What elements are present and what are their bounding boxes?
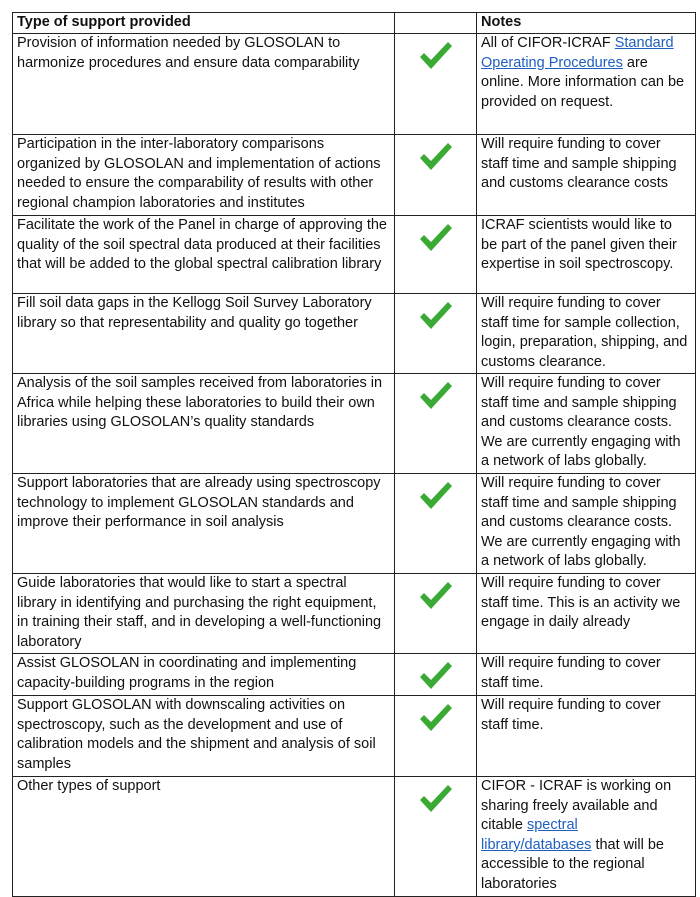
table-body (13, 34, 696, 897)
table-row (13, 135, 696, 216)
check-cell (395, 777, 477, 897)
table-row (13, 474, 696, 574)
notes-cell: Will require funding to cover staff time and sample shipping and customs clearance costs. We are currently engaging with a network of labs globally. (477, 474, 696, 574)
notes-cell: Will require funding to cover staff time. (477, 654, 696, 696)
notes-cell: Will require funding to cover staff time and sample shipping and customs clearance costs. We are currently engaging with a network of labs globally. (477, 374, 696, 474)
notes-cell: Will require funding to cover staff time. This is an activity we engage in daily already (477, 574, 696, 654)
support-type-cell: Assist GLOSOLAN in coordinating and implementing capacity-building programs in the region (13, 654, 395, 696)
notes-cell (477, 34, 696, 135)
support-type-cell: Analysis of the soil samples received from laboratories in Africa while helping these laboratories to build their own libraries using GLOSOLAN’s quality standards (13, 374, 395, 474)
support-type-cell: Guide laboratories that would like to start a spectral library in identifying and purchasing the right equipment, in training their staff, and in developing a well-functioning laboratory (13, 574, 395, 654)
check-cell (395, 135, 477, 216)
check-mark-icon (419, 41, 453, 71)
check-mark-icon (419, 481, 453, 511)
table-row (13, 294, 696, 374)
table-row (13, 216, 696, 294)
notes-link[interactable]: Standard Operating Procedures (481, 35, 674, 71)
notes-text: All of CIFOR-ICRAF (481, 35, 615, 51)
support-type-cell: Provision of information needed by GLOSOLAN to harmonize procedures and ensure data comparability (13, 34, 395, 135)
table-row (13, 34, 696, 135)
notes-link[interactable]: spectral library/databases (481, 817, 592, 853)
table-row (13, 374, 696, 474)
notes-cell: Will require funding to cover staff time for sample collection, login, preparation, shipping, and customs clearance. (477, 294, 696, 374)
table-row (13, 654, 696, 696)
check-mark-icon (419, 142, 453, 172)
check-cell (395, 294, 477, 374)
support-type-cell: Other types of support (13, 777, 395, 897)
notes-cell: Will require funding to cover staff time. (477, 696, 696, 777)
check-mark-icon (419, 301, 453, 331)
header-check (395, 13, 477, 34)
support-type-cell: Fill soil data gaps in the Kellogg Soil Survey Laboratory library so that representability and quality go together (13, 294, 395, 374)
notes-text: are online. More information can be provided on request. (481, 54, 685, 110)
header-notes: Notes (477, 13, 696, 34)
check-cell (395, 654, 477, 696)
check-mark-icon (419, 784, 453, 814)
notes-cell (477, 777, 696, 897)
notes-text: that will be accessible to the regional laboratories (481, 836, 664, 892)
check-mark-icon (419, 381, 453, 411)
support-type-cell: Support laboratories that are already using spectroscopy technology to implement GLOSOLAN standards and improve their performance in soil analysis (13, 474, 395, 574)
check-mark-icon (419, 581, 453, 611)
check-mark-icon (419, 223, 453, 253)
notes-cell: Will require funding to cover staff time and sample shipping and customs clearance costs (477, 135, 696, 216)
notes-cell: ICRAF scientists would like to be part of the panel given their expertise in soil spectroscopy. (477, 216, 696, 294)
table-header-row (13, 13, 696, 34)
support-type-cell: Participation in the inter-laboratory comparisons organized by GLOSOLAN and implementation of actions needed to ensure the comparability of results with other regional champion laboratories and institutes (13, 135, 395, 216)
check-cell (395, 474, 477, 574)
check-mark-icon (419, 703, 453, 733)
table-row (13, 574, 696, 654)
notes-text: CIFOR - ICRAF is working on sharing freely available and citable (481, 778, 672, 834)
support-table (12, 12, 696, 897)
header-type-of-support: Type of support provided (13, 13, 395, 34)
check-cell (395, 696, 477, 777)
check-cell (395, 34, 477, 135)
support-type-cell: Support GLOSOLAN with downscaling activities on spectroscopy, such as the development and use of calibration models and the shipment and analysis of soil samples (13, 696, 395, 777)
check-cell (395, 374, 477, 474)
check-cell (395, 216, 477, 294)
check-mark-icon (419, 661, 453, 691)
table-row (13, 777, 696, 897)
support-type-cell: Facilitate the work of the Panel in charge of approving the quality of the soil spectral data produced at their facilities that will be added to the global spectral calibration library (13, 216, 395, 294)
check-cell (395, 574, 477, 654)
table-row (13, 696, 696, 777)
